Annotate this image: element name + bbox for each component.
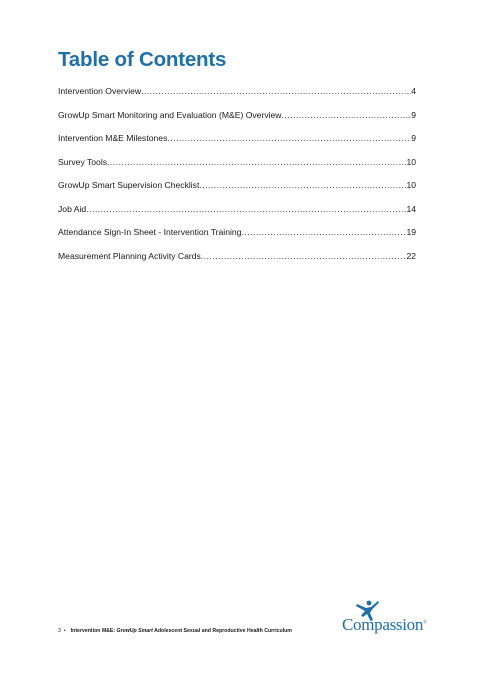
toc-entry[interactable]	[58, 251, 416, 275]
logo-trademark: ®	[423, 620, 427, 626]
toc-page-number: 9	[411, 109, 416, 120]
toc-dot-leader	[141, 86, 411, 96]
toc-page-number: 22	[406, 250, 416, 261]
toc-page-number: 14	[406, 203, 416, 214]
footer-text-suffix: Adolescent Sexual and Reproductive Health Curriculum	[152, 628, 292, 634]
toc-entry-title: Job Aid	[58, 203, 87, 214]
compassion-logo	[340, 600, 440, 640]
toc-page-number: 9	[411, 133, 416, 143]
toc-entry[interactable]	[58, 157, 416, 181]
toc-title: Table of Contents	[58, 48, 227, 71]
page-footer	[58, 628, 292, 634]
toc-list	[58, 86, 416, 274]
footer-bullet: •	[63, 628, 66, 634]
footer-page-number: 3	[58, 628, 61, 634]
logo-wordmark	[342, 615, 427, 635]
toc-dot-leader	[201, 251, 407, 261]
toc-entry-title: Survey Tools	[58, 156, 108, 167]
toc-dot-leader	[199, 180, 406, 190]
logo-name: Compassion	[342, 615, 424, 634]
toc-entry[interactable]	[58, 180, 416, 204]
toc-entry-title: Attendance Sign-In Sheet - Intervention Training	[58, 227, 242, 237]
toc-entry-title: GrowUp Smart Monitoring and Evaluation (M&E) Overview	[58, 109, 282, 120]
toc-dot-leader	[241, 227, 406, 237]
toc-dot-leader	[86, 204, 406, 214]
footer-text-italic: GrowUp Smart	[116, 628, 153, 634]
toc-entry[interactable]	[58, 227, 416, 251]
toc-entry[interactable]	[58, 110, 416, 134]
toc-dot-leader	[282, 110, 412, 120]
toc-entry-title: Intervention Overview	[58, 86, 142, 96]
toc-entry[interactable]	[58, 204, 416, 228]
toc-dot-leader	[167, 133, 411, 143]
toc-page-number: 4	[411, 86, 416, 96]
toc-entry[interactable]	[58, 133, 416, 157]
toc-entry[interactable]	[58, 86, 416, 110]
toc-page-number: 10	[406, 156, 416, 167]
toc-entry-title: Intervention M&E Milestones	[58, 133, 168, 143]
toc-entry-title: GrowUp Smart Supervision Checklist	[58, 180, 200, 190]
toc-dot-leader	[107, 157, 406, 167]
toc-page-number: 19	[406, 227, 416, 237]
toc-page-number: 10	[406, 180, 416, 190]
toc-entry-title: Measurement Planning Activity Cards	[58, 250, 201, 261]
footer-text-prefix: Intervention M&E:	[70, 628, 117, 634]
